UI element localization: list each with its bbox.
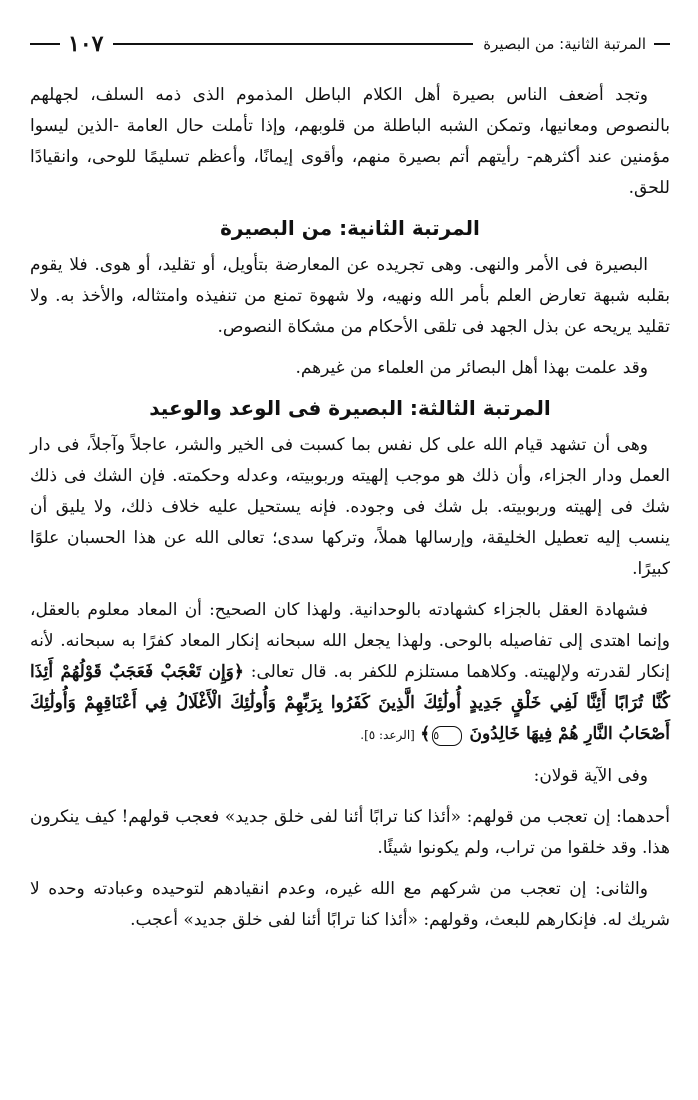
paragraph-5: [30, 595, 670, 751]
section-heading-second-rank: المرتبة الثانية: من البصيرة: [220, 216, 480, 240]
verse-reference: [الرعد: ٥].: [360, 728, 415, 742]
running-header: [30, 14, 670, 74]
paragraph-5-text: فشهادة العقل بالجزاء كشهادته بالوحدانية. ولهذا كان الصحيح: أن المعاد معلوم بالعقل، وإنما اهتدى إلى تفاصيله بالوحى. ولهذا يجعل الله سبحانه إنكار المعاد كفرًا به سبحانه. لأنه إنكار لقدرته ولإلهيته. وكلاهما مستلزم للكفر به. قال تعالى:: [30, 600, 671, 682]
header-dash-right: [654, 43, 670, 45]
paragraph-2: البصيرة فى الأمر والنهى. وهى تجريده عن المعارضة بتأويل، أو تقليد، أو هوى. فلا يقوم بقلبه شبهة تعارض العلم بأمر الله ونهيه، ولا شهوة تمنع من تنفيذه وامتثاله، والأخذ به. ولا تقليد يريحه عن بذل الجهد فى تلقى الأحكام من مشكاة النصوص.: [30, 255, 670, 337]
ayah-number-marker: ٥: [432, 726, 462, 746]
section-heading-third-rank: المرتبة الثالثة: البصيرة فى الوعد والوعيد: [149, 396, 551, 420]
page-body: [30, 80, 670, 936]
book-page: [30, 14, 670, 1090]
quran-verse: ﴿وَإِن تَعْجَبْ فَعَجَبٌ قَوْلُهُمْ أَئِذَا كُنَّا تُرَابًا أَئِنَّا لَفِي خَلْقٍ جَدِيدٍ أُولَٰئِكَ الَّذِينَ كَفَرُوا بِرَبِّهِمْ وَأُولَٰئِكَ الْأَغْلَالُ فِي أَعْنَاقِهِمْ وَأُولَٰئِكَ أَصْحَابُ النَّارِ هُمْ فِيهَا خَالِدُونَ: [30, 662, 671, 744]
paragraph-6: وفى الآية قولان:: [533, 766, 648, 786]
header-rule: [113, 43, 473, 45]
header-dash-left: [30, 43, 60, 45]
paragraph-3: وقد علمت بهذا أهل البصائر من العلماء من غيرهم.: [295, 358, 648, 378]
paragraph-4: وهى أن تشهد قيام الله على كل نفس بما كسبت فى الخير والشر، عاجلاً وآجلاً، فى دار العمل ودار الجزاء، وأن ذلك هو موجب إلهيته وربوبيته، وعدله وحكمته. فإن الشك فى ذلك شك فى إلهيته وربوبيته. بل شك فى وجوده. فإنه يستحيل عليه خلاف ذلك، ولا يليق أن ينسب إليه تعطيل الخليقة، وإرسالها هملاً، وتركها سدى؛ تعالى الله عن هذا الحسبان علوًا كبيرًا.: [30, 435, 670, 579]
running-title: المرتبة الثانية: من البصيرة: [483, 35, 646, 53]
verse-close-bracket: ﴾: [420, 724, 431, 744]
paragraph-7: أحدهما: إن تعجب من قولهم: «أئذا كنا ترابًا أئنا لفى خلق جديد» فعجب قولهم! كيف ينكرون هذا. وقد خلقوا من تراب، ولم يكونوا شيئًا.: [30, 807, 670, 858]
paragraph-8: والثانى: إن تعجب من شركهم مع الله غيره، وعدم انقيادهم لتوحيده وعبادته وحده لا شريك له. فإنكارهم للبعث، وقولهم: «أئذا كنا ترابًا أئنا لفى خلق جديد» أعجب.: [30, 879, 670, 930]
paragraph-1: وتجد أضعف الناس بصيرة أهل الكلام الباطل المذموم الذى ذمه السلف، لجهلهم بالنصوص ومعانيها، وتمكن الشبه الباطلة من قلوبهم، وإذا تأملت حال العامة -الذين ليسوا مؤمنين عند أكثرهم- رأيتهم أتم بصيرة منهم، وأقوى إيمانًا، وأعظم تسليمًا للوحى، وانقيادًا للحق.: [30, 85, 670, 198]
page-number: ١٠٧: [68, 31, 104, 57]
